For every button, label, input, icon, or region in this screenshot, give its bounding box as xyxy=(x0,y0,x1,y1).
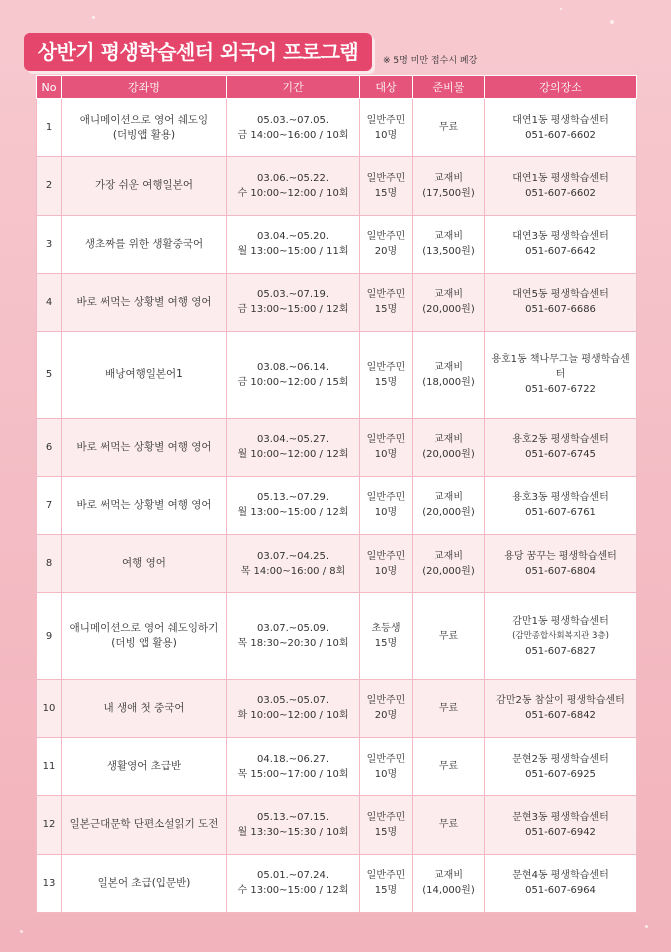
cell-period-line: 05.03.~07.19. xyxy=(257,289,329,301)
cell-target xyxy=(360,593,413,679)
cell-venue xyxy=(485,418,637,476)
cell-target-line: 15명 xyxy=(374,638,398,650)
cell-period xyxy=(227,215,360,273)
cell-period-line: 월 13:00~15:00 / 12회 xyxy=(237,507,349,519)
cell-period-line: 03.04.~05.20. xyxy=(257,231,329,243)
cell-period-line: 05.01.~07.24. xyxy=(257,870,329,882)
cell-period-line: 04.18.~06.27. xyxy=(257,753,329,765)
cell-course xyxy=(62,854,227,912)
cell-period-line: 03.07.~05.09. xyxy=(257,623,329,635)
cell-venue-line: 051-607-6602 xyxy=(525,187,596,199)
cell-materials-line: (14,000원) xyxy=(422,885,475,897)
cell-materials-line: (20,000원) xyxy=(422,507,475,519)
cell-period xyxy=(227,157,360,215)
cell-materials-line: 무료 xyxy=(438,819,459,831)
cell-period-line: 05.03.~07.05. xyxy=(257,114,329,126)
cell-materials-line: 교재비 xyxy=(434,172,463,184)
cell-period xyxy=(227,854,360,912)
cell-period-line: 금 14:00~16:00 / 10회 xyxy=(237,129,349,141)
cell-materials xyxy=(413,273,485,331)
cell-target-line: 일반주민 xyxy=(366,492,406,504)
cell-course xyxy=(62,593,227,679)
cell-course xyxy=(62,332,227,418)
cell-target xyxy=(360,332,413,418)
cell-period-line: 금 13:00~15:00 / 12회 xyxy=(237,304,349,316)
sparkle-decoration xyxy=(20,930,23,933)
cell-no: 11 xyxy=(37,738,62,796)
cell-period-line: 03.05.~05.07. xyxy=(257,695,329,707)
header-venue: 강의장소 xyxy=(485,76,637,99)
cell-period-line: 03.08.~06.14. xyxy=(257,361,329,373)
cell-venue xyxy=(485,476,637,534)
cell-materials xyxy=(413,593,485,679)
cell-period xyxy=(227,418,360,476)
cell-target-line: 15명 xyxy=(374,187,398,199)
cell-period xyxy=(227,796,360,854)
table-row xyxy=(37,796,637,854)
cell-course-line: (더빙 앱 활용) xyxy=(111,637,177,650)
cell-venue-line: 문현4동 평생학습센터 xyxy=(512,870,609,882)
cell-course-line: 애니메이션으로 영어 쉐도잉 xyxy=(79,113,209,126)
cell-materials xyxy=(413,796,485,854)
table-row xyxy=(37,854,637,912)
cell-course-line: 바로 써먹는 상황별 여행 영어 xyxy=(76,295,212,308)
cell-target xyxy=(360,854,413,912)
sparkle-decoration xyxy=(645,925,648,928)
cell-target-line: 10명 xyxy=(374,129,398,141)
cell-target xyxy=(360,99,413,157)
cell-venue-line: 051-607-6686 xyxy=(525,304,596,316)
cell-venue-line: 용호2동 평생학습센터 xyxy=(512,434,609,446)
cell-venue-line: 051-607-6804 xyxy=(525,565,596,577)
cell-materials-line: 교재비 xyxy=(434,550,463,562)
cell-course-line: (더빙앱 활용) xyxy=(112,128,176,141)
cell-target xyxy=(360,418,413,476)
cell-course-line: 애니메이션으로 영어 쉐도잉하기 xyxy=(69,622,219,635)
cell-target-line: 15명 xyxy=(374,826,398,838)
cell-target-line: 10명 xyxy=(374,449,398,461)
cell-materials-line: (18,000원) xyxy=(422,376,475,388)
cell-materials xyxy=(413,535,485,593)
cell-venue xyxy=(485,679,637,737)
title-banner xyxy=(24,33,372,71)
cell-venue xyxy=(485,535,637,593)
cell-course-line: 생활영어 초급반 xyxy=(106,760,182,773)
cell-no: 2 xyxy=(37,157,62,215)
cell-period-line: 목 14:00~16:00 / 8회 xyxy=(240,565,346,577)
cell-venue-line: 051-607-6602 xyxy=(525,129,596,141)
cell-venue xyxy=(485,273,637,331)
cell-target-line: 10명 xyxy=(374,565,398,577)
cell-target xyxy=(360,157,413,215)
cell-materials-line: (20,000원) xyxy=(422,565,475,577)
cell-materials xyxy=(413,738,485,796)
cell-materials-line: (13,500원) xyxy=(422,246,475,258)
cell-period xyxy=(227,738,360,796)
table-row xyxy=(37,738,637,796)
cell-no: 1 xyxy=(37,99,62,157)
cell-materials-line: 무료 xyxy=(438,630,459,642)
cell-materials xyxy=(413,332,485,418)
cell-period-line: 03.04.~05.27. xyxy=(257,434,329,446)
cell-target-line: 20명 xyxy=(374,710,398,722)
table-row xyxy=(37,418,637,476)
cell-materials-line: 교재비 xyxy=(434,289,463,301)
cell-venue-line: 051-607-6842 xyxy=(525,710,596,722)
cell-venue-line: 대연1동 평생학습센터 xyxy=(512,172,609,184)
cell-target xyxy=(360,796,413,854)
cell-course-line: 일본근대문학 단편소설읽기 도전 xyxy=(69,818,219,831)
cell-target-line: 일반주민 xyxy=(366,753,406,765)
table-row xyxy=(37,332,637,418)
cell-materials-line: (20,000원) xyxy=(422,449,475,461)
cell-period xyxy=(227,273,360,331)
cell-period-line: 05.13.~07.29. xyxy=(257,492,329,504)
header-materials: 준비물 xyxy=(413,76,485,99)
cell-no: 3 xyxy=(37,215,62,273)
program-table xyxy=(36,75,637,913)
cell-materials xyxy=(413,854,485,912)
cell-period-line: 03.07.~04.25. xyxy=(257,550,329,562)
cell-course xyxy=(62,738,227,796)
cell-target-line: 20명 xyxy=(374,246,398,258)
cell-materials-line: 교재비 xyxy=(434,434,463,446)
cell-target-line: 초등생 xyxy=(371,623,401,635)
cell-course xyxy=(62,679,227,737)
cell-venue-line: 051-607-6722 xyxy=(525,384,596,396)
cell-materials xyxy=(413,679,485,737)
cell-course xyxy=(62,99,227,157)
cell-venue-line: 051-607-6964 xyxy=(525,885,596,897)
cell-materials xyxy=(413,476,485,534)
table-row xyxy=(37,679,637,737)
cell-period-line: 03.06.~05.22. xyxy=(257,172,329,184)
cell-target-line: 일반주민 xyxy=(366,289,406,301)
cell-materials-line: (20,000원) xyxy=(422,304,475,316)
cell-period-line: 월 10:00~12:00 / 12회 xyxy=(237,449,349,461)
cell-venue-line: 대연1동 평생학습센터 xyxy=(512,114,609,126)
cell-target-line: 일반주민 xyxy=(366,870,406,882)
cell-period xyxy=(227,535,360,593)
cell-no: 9 xyxy=(37,593,62,679)
table-row xyxy=(37,273,637,331)
cell-course-line: 여행 영어 xyxy=(122,557,166,570)
cell-materials xyxy=(413,215,485,273)
table-header-row xyxy=(37,76,637,99)
cell-materials-line: 무료 xyxy=(438,122,459,134)
cell-target xyxy=(360,738,413,796)
cell-period xyxy=(227,593,360,679)
cell-venue-line: 051-607-6925 xyxy=(525,768,596,780)
cell-target-line: 일반주민 xyxy=(366,114,406,126)
cell-target xyxy=(360,273,413,331)
cell-no: 8 xyxy=(37,535,62,593)
cell-venue-line: 용호3동 평생학습센터 xyxy=(512,492,609,504)
cell-period-line: 목 18:30~20:30 / 10회 xyxy=(237,638,349,650)
header-course: 강좌명 xyxy=(62,76,227,99)
cell-materials xyxy=(413,99,485,157)
cell-venue xyxy=(485,99,637,157)
cell-venue xyxy=(485,593,637,679)
cell-venue xyxy=(485,796,637,854)
cell-target-line: 일반주민 xyxy=(366,172,406,184)
table-row xyxy=(37,535,637,593)
table-row xyxy=(37,99,637,157)
cell-course xyxy=(62,157,227,215)
cell-target-line: 10명 xyxy=(374,507,398,519)
cell-period-line: 수 13:00~15:00 / 12회 xyxy=(237,885,349,897)
cell-venue-line: 051-607-6827 xyxy=(525,645,596,657)
cell-target-line: 일반주민 xyxy=(366,550,406,562)
cell-materials-line: 무료 xyxy=(438,702,459,714)
header-target: 대상 xyxy=(360,76,413,99)
cell-period-line: 목 15:00~17:00 / 10회 xyxy=(237,768,349,780)
sparkle-decoration xyxy=(560,8,562,10)
cell-materials-line: (17,500원) xyxy=(422,187,475,199)
cell-venue-line: 감만1동 평생학습센터 xyxy=(512,615,609,627)
cell-period-line: 수 10:00~12:00 / 10회 xyxy=(237,187,349,199)
cell-target-line: 일반주민 xyxy=(366,695,406,707)
cell-no: 4 xyxy=(37,273,62,331)
cell-course xyxy=(62,215,227,273)
cell-period-line: 월 13:30~15:30 / 10회 xyxy=(237,826,349,838)
cell-venue-line: 051-607-6942 xyxy=(525,826,596,838)
cell-venue-line: 대연3동 평생학습센터 xyxy=(512,231,609,243)
sparkle-decoration xyxy=(92,16,95,19)
page-title: 상반기 평생학습센터 외국어 프로그램 xyxy=(37,40,359,64)
cell-target-line: 15명 xyxy=(374,304,398,316)
cell-venue-line: 용당 꿈꾸는 평생학습센터 xyxy=(504,550,617,562)
table-row xyxy=(37,157,637,215)
cell-venue-line: 051-607-6745 xyxy=(525,449,596,461)
cell-venue-line: (감만종합사회복지관 3층) xyxy=(512,630,609,641)
cell-period xyxy=(227,679,360,737)
cell-period-line: 금 10:00~12:00 / 15회 xyxy=(237,376,349,388)
cell-venue xyxy=(485,854,637,912)
cell-course-line: 가장 쉬운 여행일본어 xyxy=(95,179,193,192)
cell-period xyxy=(227,99,360,157)
cell-target xyxy=(360,215,413,273)
cell-venue xyxy=(485,157,637,215)
cell-period xyxy=(227,476,360,534)
cell-venue-line: 051-607-6642 xyxy=(525,246,596,258)
cell-materials-line: 무료 xyxy=(438,761,459,773)
cell-target-line: 15명 xyxy=(374,376,398,388)
table-row xyxy=(37,476,637,534)
cell-course xyxy=(62,476,227,534)
cell-no: 12 xyxy=(37,796,62,854)
cell-no: 7 xyxy=(37,476,62,534)
cell-materials xyxy=(413,157,485,215)
header-period: 기간 xyxy=(227,76,360,99)
sparkle-decoration xyxy=(610,20,614,24)
cell-no: 10 xyxy=(37,679,62,737)
cell-no: 6 xyxy=(37,418,62,476)
cell-no: 5 xyxy=(37,332,62,418)
cell-course xyxy=(62,535,227,593)
cell-period-line: 05.13.~07.15. xyxy=(257,811,329,823)
cell-course-line: 바로 써먹는 상황별 여행 영어 xyxy=(76,498,212,511)
cell-venue xyxy=(485,332,637,418)
cell-target xyxy=(360,535,413,593)
cancellation-note: ※ 5명 미만 접수시 폐강 xyxy=(383,56,478,66)
cell-materials-line: 교재비 xyxy=(434,492,463,504)
cell-venue-line: 문현2동 평생학습센터 xyxy=(512,753,609,765)
cell-venue-line: 대연5동 평생학습센터 xyxy=(512,289,609,301)
table-row xyxy=(37,593,637,679)
header-no: No xyxy=(37,76,62,99)
cell-venue-line: 감만2동 참살이 평생학습센터 xyxy=(496,695,625,707)
cell-venue-line: 용호1동 책나무그늘 평생학습센터 xyxy=(491,354,630,381)
cell-materials xyxy=(413,418,485,476)
cell-period-line: 화 10:00~12:00 / 10회 xyxy=(237,710,349,722)
cell-course-line: 바로 써먹는 상황별 여행 영어 xyxy=(76,440,212,453)
cell-target-line: 10명 xyxy=(374,768,398,780)
cell-course-line: 생초짜를 위한 생활중국어 xyxy=(84,237,204,250)
cell-materials-line: 교재비 xyxy=(434,361,463,373)
cell-target xyxy=(360,679,413,737)
cell-course-line: 내 생애 첫 중국어 xyxy=(103,701,185,714)
cell-materials-line: 교재비 xyxy=(434,870,463,882)
cell-course xyxy=(62,273,227,331)
cell-target-line: 일반주민 xyxy=(366,231,406,243)
cell-materials-line: 교재비 xyxy=(434,231,463,243)
cell-no: 13 xyxy=(37,854,62,912)
cell-period xyxy=(227,332,360,418)
cell-target xyxy=(360,476,413,534)
cell-course xyxy=(62,796,227,854)
cell-course-line: 배낭여행일본어1 xyxy=(105,368,183,381)
cell-target-line: 일반주민 xyxy=(366,361,406,373)
table-body xyxy=(37,99,637,913)
cell-venue-line: 문현3동 평생학습센터 xyxy=(512,811,609,823)
cell-target-line: 일반주민 xyxy=(366,811,406,823)
cell-course xyxy=(62,418,227,476)
cell-target-line: 일반주민 xyxy=(366,434,406,446)
cell-venue-line: 051-607-6761 xyxy=(525,507,596,519)
cell-course-line: 일본어 초급(입문반) xyxy=(97,876,191,889)
cell-period-line: 월 13:00~15:00 / 11회 xyxy=(237,246,349,258)
cell-venue xyxy=(485,215,637,273)
cell-venue xyxy=(485,738,637,796)
table-row xyxy=(37,215,637,273)
cell-target-line: 15명 xyxy=(374,885,398,897)
